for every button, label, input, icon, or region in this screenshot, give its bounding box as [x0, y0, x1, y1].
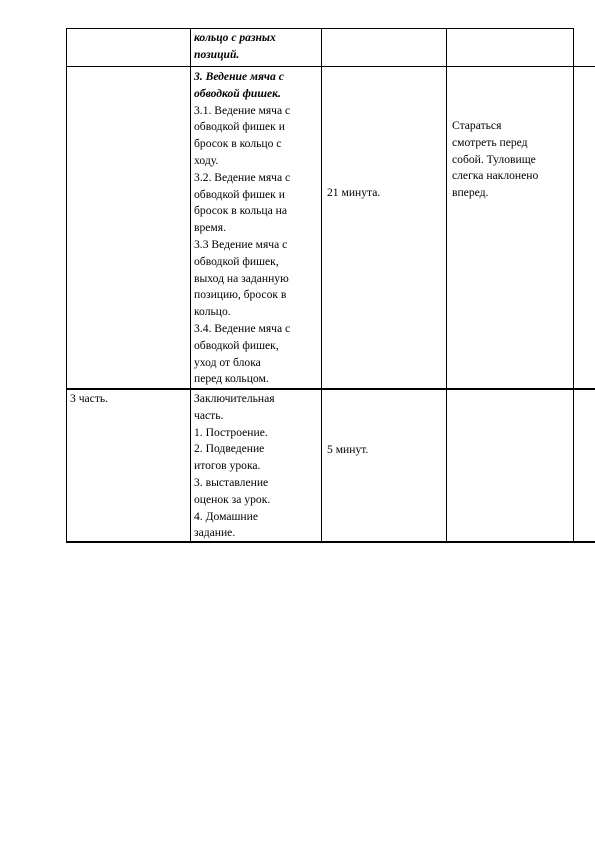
row2-content-line: позицию, бросок в — [194, 288, 287, 302]
row2-content-line: перед кольцом. — [194, 372, 269, 386]
row2-notes-line: смотреть перед — [452, 135, 528, 149]
col4-left-border — [446, 28, 447, 543]
row2-duration-cell — [327, 185, 380, 202]
row2-content-line: 3.2. Ведение мяча с — [194, 170, 291, 184]
row2-duration: 21 минута. — [327, 186, 381, 199]
col3-left-border — [321, 28, 322, 543]
row2-content-line: время. — [194, 221, 226, 235]
row3-content-line: 2. Подведение — [194, 442, 265, 456]
row2-notes-line: слегка наклонено — [452, 169, 539, 183]
row2-notes-line: Стараться — [452, 119, 502, 132]
row3-content-line: оценок за урок. — [194, 492, 271, 506]
row3-content-line: 4. Домашние — [194, 509, 258, 523]
row3-content-line: 1. Построение. — [194, 425, 268, 439]
row3-content-cell — [194, 391, 275, 542]
row1-content-line: позиций. — [194, 47, 240, 61]
row2-bottom-border — [66, 388, 595, 390]
row2-notes-cell — [452, 118, 538, 202]
row3-content-line: итогов урока. — [194, 459, 261, 473]
row2-content-line: 3.4. Ведение мяча с — [194, 321, 291, 335]
row3-content-line: Заключительная — [194, 392, 275, 405]
row3-part-label: 3 часть. — [70, 392, 109, 405]
row2-content-line: обводкой фишек и — [194, 187, 285, 201]
row3-duration: 5 минут. — [327, 443, 369, 456]
col5-left-border — [573, 28, 574, 543]
row2-heading-line: 3. Ведение мяча с — [194, 70, 284, 83]
row2-notes-line: собой. Туловище — [452, 152, 536, 166]
row3-duration-cell — [327, 442, 368, 459]
col1-left-border — [66, 28, 67, 543]
row1-content-line: кольцо с разных — [194, 31, 276, 44]
row3-content-line: часть. — [194, 408, 224, 422]
row2-content-line: ходу. — [194, 153, 219, 167]
row2-content-line: бросок в кольцо с — [194, 137, 282, 151]
row2-content-line: 3.1. Ведение мяча с — [194, 103, 291, 117]
table-bottom-border — [66, 541, 595, 543]
row2-content-line: уход от блока — [194, 355, 261, 369]
row2-heading-line: обводкой фишек. — [194, 86, 281, 100]
row3-content-line: 3. выставление — [194, 475, 269, 489]
row2-content-line: обводкой фишек, — [194, 254, 279, 268]
row2-content-line: кольцо. — [194, 305, 231, 319]
row2-content-line: выход на заданную — [194, 271, 289, 285]
row3-part-cell — [70, 391, 108, 408]
row2-content-line: бросок в кольца на — [194, 204, 287, 218]
row2-content-line: обводкой фишек, — [194, 338, 279, 352]
table-top-border — [66, 28, 574, 29]
row2-content-line: обводкой фишек и — [194, 120, 285, 134]
row2-content-line: 3.3 Ведение мяча с — [194, 237, 288, 251]
row3-content-line: задание. — [194, 526, 236, 540]
col2-left-border — [190, 28, 191, 543]
row1-content-cell — [194, 30, 276, 64]
row1-bottom-border-ext — [572, 66, 595, 67]
row2-content-cell — [194, 69, 290, 388]
row2-notes-line: вперед. — [452, 186, 489, 200]
